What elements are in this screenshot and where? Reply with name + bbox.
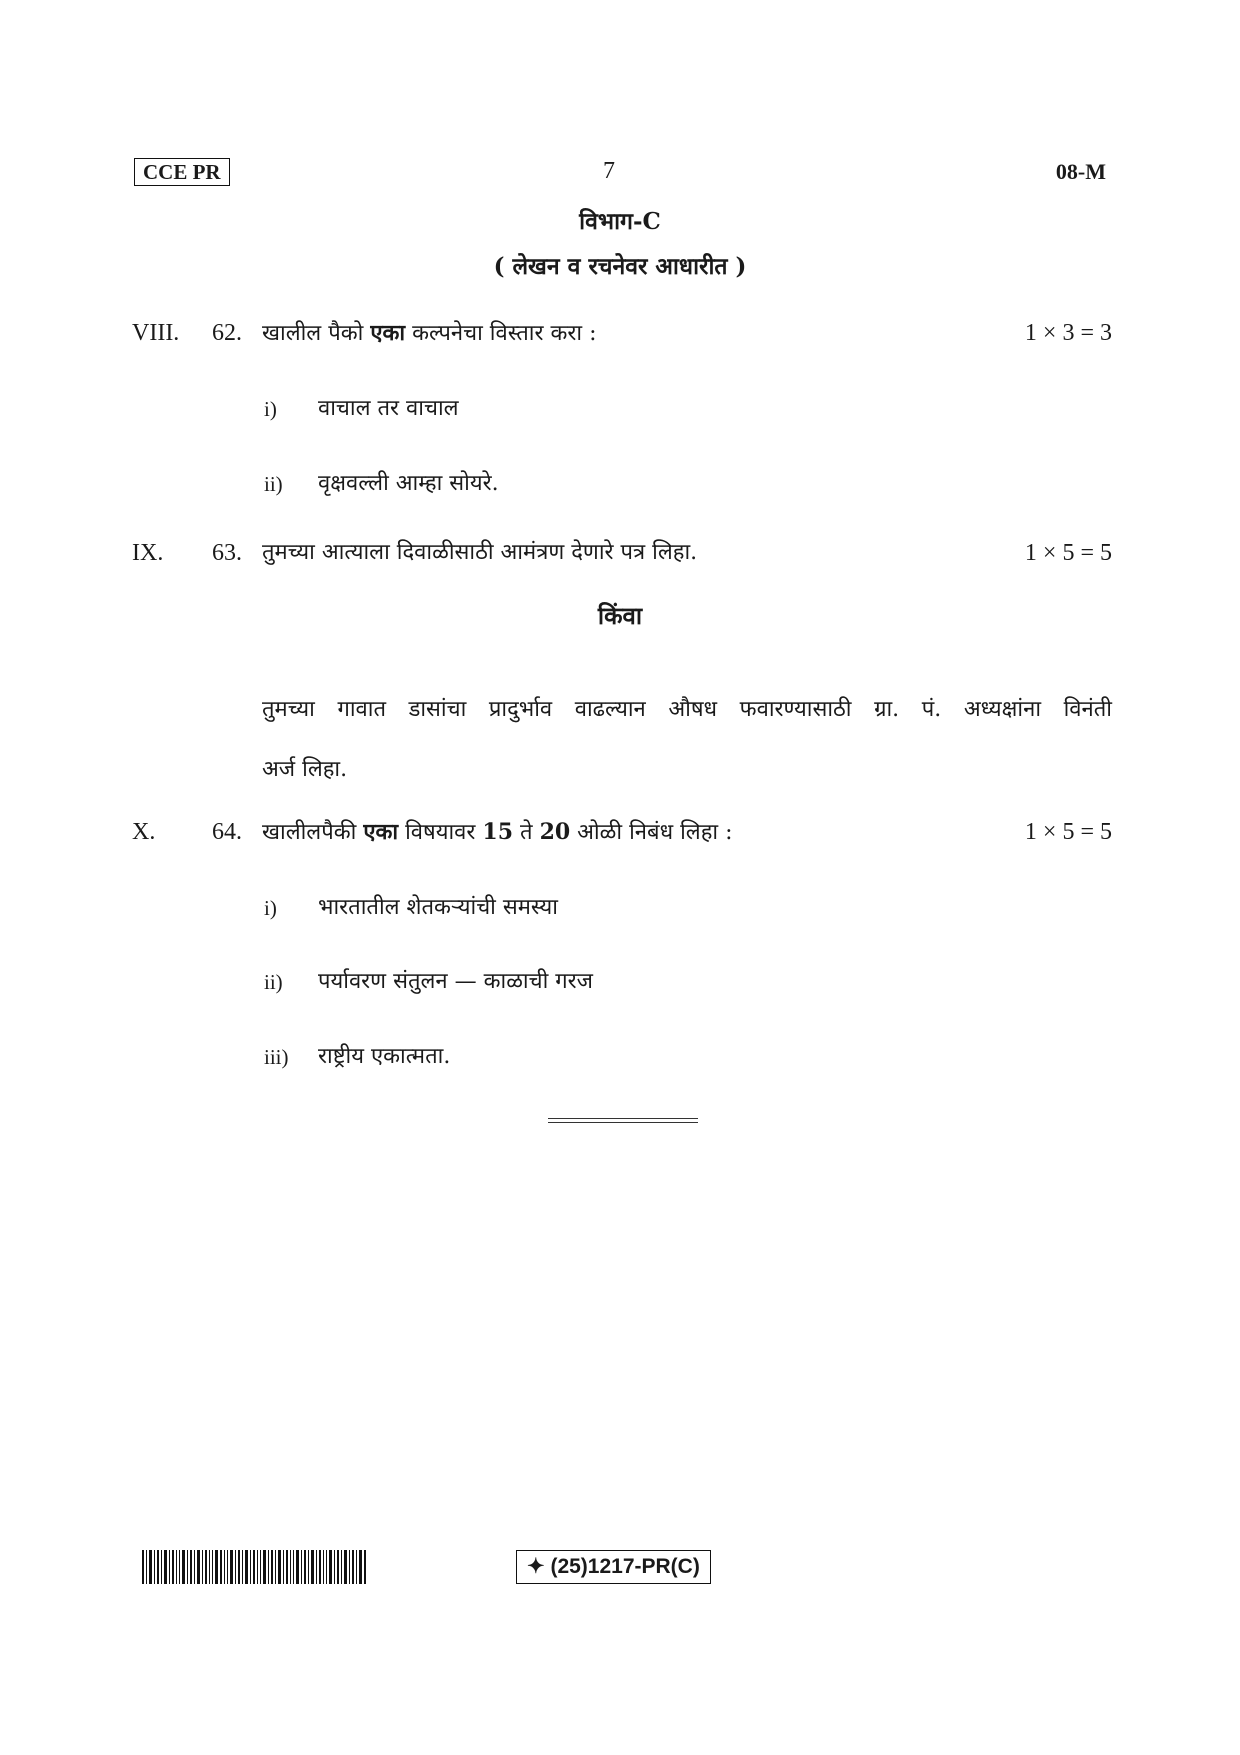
header-code-label: CCE PR bbox=[143, 160, 221, 184]
or-label: किंवा bbox=[597, 601, 643, 630]
section-title: विभाग-C bbox=[579, 208, 661, 235]
question-marks: 1 × 5 = 5 bbox=[1024, 540, 1112, 566]
question-text-part: ओळी निबंध लिहा : bbox=[570, 820, 733, 845]
question-text bbox=[262, 812, 733, 853]
question-64 bbox=[132, 812, 1112, 852]
end-of-section-divider bbox=[548, 1118, 698, 1123]
question-number-bold: 20 bbox=[539, 819, 571, 845]
question-number-bold: 15 bbox=[482, 819, 514, 845]
question-text-part: कल्पनेचा विस्तार करा : bbox=[405, 321, 597, 346]
question-62 bbox=[132, 313, 1112, 353]
option-label: i) bbox=[264, 896, 277, 920]
question-text-part: ते bbox=[513, 820, 540, 845]
question-marks: 1 × 5 = 5 bbox=[1024, 819, 1112, 845]
option-label: i) bbox=[264, 397, 277, 421]
alternative-question-line-1: तुमच्या गावात डासांचा प्रादुर्भाव वाढल्यान औषध फवारण्यासाठी ग्रा. पं. अध्यक्षांना विनंती bbox=[262, 697, 1112, 722]
question-text-part: खालीलपैकी bbox=[262, 820, 364, 845]
question-marks: 1 × 3 = 3 bbox=[1024, 320, 1112, 346]
option-text: पर्यावरण संतुलन — काळाची गरज bbox=[318, 969, 593, 994]
question-text-part: विषयावर bbox=[398, 820, 483, 845]
question-roman: VIII. bbox=[132, 320, 180, 346]
question-number: 62. bbox=[212, 320, 242, 346]
option-text: भारतातील शेतकऱ्यांची समस्या bbox=[318, 895, 558, 920]
question-number: 63. bbox=[212, 540, 242, 566]
question-text: तुमच्या आत्याला दिवाळीसाठी आमंत्रण देणारे पत्र लिहा. bbox=[262, 540, 698, 565]
option-label: iii) bbox=[264, 1045, 289, 1069]
option-text: राष्ट्रीय एकात्मता. bbox=[318, 1044, 451, 1069]
option-text: वाचाल तर वाचाल bbox=[318, 396, 459, 421]
question-roman: IX. bbox=[132, 540, 164, 566]
paper-code: 08-M bbox=[1055, 159, 1106, 184]
alternative-question-line-2: अर्ज लिहा. bbox=[262, 757, 348, 782]
option-text: वृक्षवल्ली आम्हा सोयरे. bbox=[318, 471, 499, 496]
question-number: 64. bbox=[212, 819, 242, 845]
question-roman: X. bbox=[132, 819, 156, 845]
question-63 bbox=[132, 533, 1112, 573]
question-text-part: खालील पैको bbox=[262, 321, 371, 346]
question-text bbox=[262, 313, 597, 354]
header-code-box bbox=[134, 158, 230, 186]
star-icon: ✦ bbox=[527, 1555, 545, 1578]
section-subtitle: ( लेखन व रचनेवर आधारीत ) bbox=[493, 253, 747, 280]
option-label: ii) bbox=[264, 472, 283, 496]
footer-code: (25)1217-PR(C) bbox=[550, 1555, 700, 1578]
barcode bbox=[142, 1550, 366, 1584]
question-text-bold: एका bbox=[370, 320, 406, 346]
question-text-bold: एका bbox=[363, 819, 399, 845]
footer-code-box bbox=[516, 1550, 711, 1584]
page-number: 7 bbox=[603, 158, 615, 184]
option-label: ii) bbox=[264, 970, 283, 994]
